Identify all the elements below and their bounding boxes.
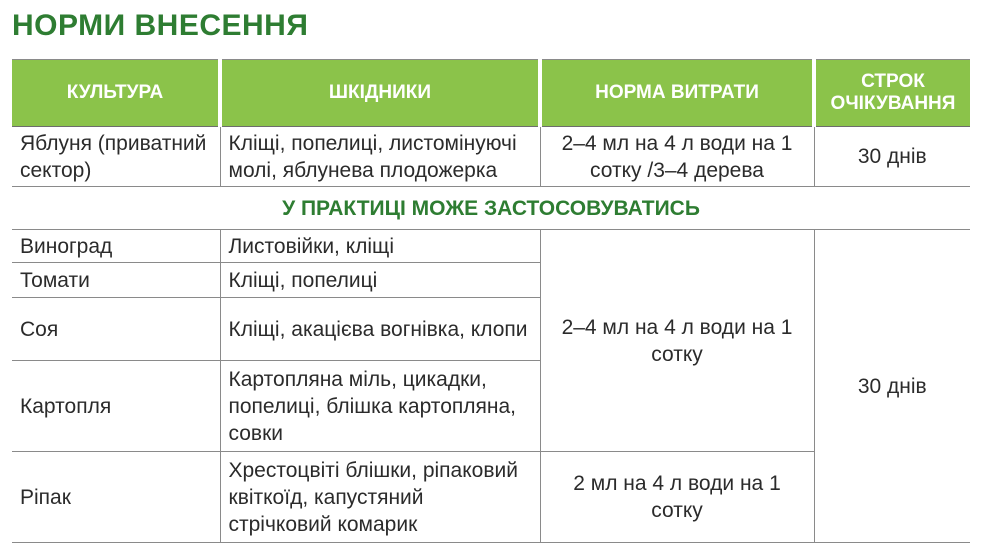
rate-cell: 2–4 мл на 4 л води на 1 сотку /3–4 дерева — [540, 127, 814, 187]
culture-cell: Яблуня (приватний сектор) — [12, 127, 220, 187]
pests-cell: Кліщі, попелиці — [220, 263, 540, 298]
application-rates-table — [12, 59, 970, 543]
culture-cell: Томати — [12, 263, 220, 298]
rate-cell: 2 мл на 4 л води на 1 сотку — [540, 452, 814, 543]
culture-cell: Ріпак — [12, 452, 220, 543]
pests-cell: Кліщі, попелиці, листомінуючі молі, яблунева плодожерка — [220, 127, 540, 187]
section-label: У ПРАКТИЦІ МОЖЕ ЗАСТОСОВУВАТИСЬ — [12, 187, 970, 230]
page-title: НОРМИ ВНЕСЕННЯ — [12, 9, 309, 42]
rate-cell: 2–4 мл на 4 л води на 1 сотку — [540, 230, 814, 452]
culture-cell: Соя — [12, 298, 220, 361]
pests-cell: Хрестоцвіті блішки, ріпаковий квіткоїд, капустяний стрічковий комарик — [220, 452, 540, 543]
waiting-cell: 30 днів — [814, 127, 970, 187]
culture-cell: Картопля — [12, 361, 220, 452]
header-culture: КУЛЬТУРА — [12, 60, 220, 127]
header-rate: НОРМА ВИТРАТИ — [540, 60, 814, 127]
culture-cell: Виноград — [12, 230, 220, 263]
header-row — [12, 60, 970, 127]
pests-cell: Картопляна міль, цикадки, попелиці, блішка картопляна, совки — [220, 361, 540, 452]
pests-cell: Листовійки, кліщі — [220, 230, 540, 263]
header-waiting: СТРОК ОЧІКУВАННЯ — [814, 60, 970, 127]
table-row — [12, 127, 970, 187]
pests-cell: Кліщі, акацієва вогнівка, клопи — [220, 298, 540, 361]
waiting-cell: 30 днів — [814, 230, 970, 543]
header-pests: ШКІДНИКИ — [220, 60, 540, 127]
section-row — [12, 187, 970, 230]
table-row — [12, 230, 970, 263]
